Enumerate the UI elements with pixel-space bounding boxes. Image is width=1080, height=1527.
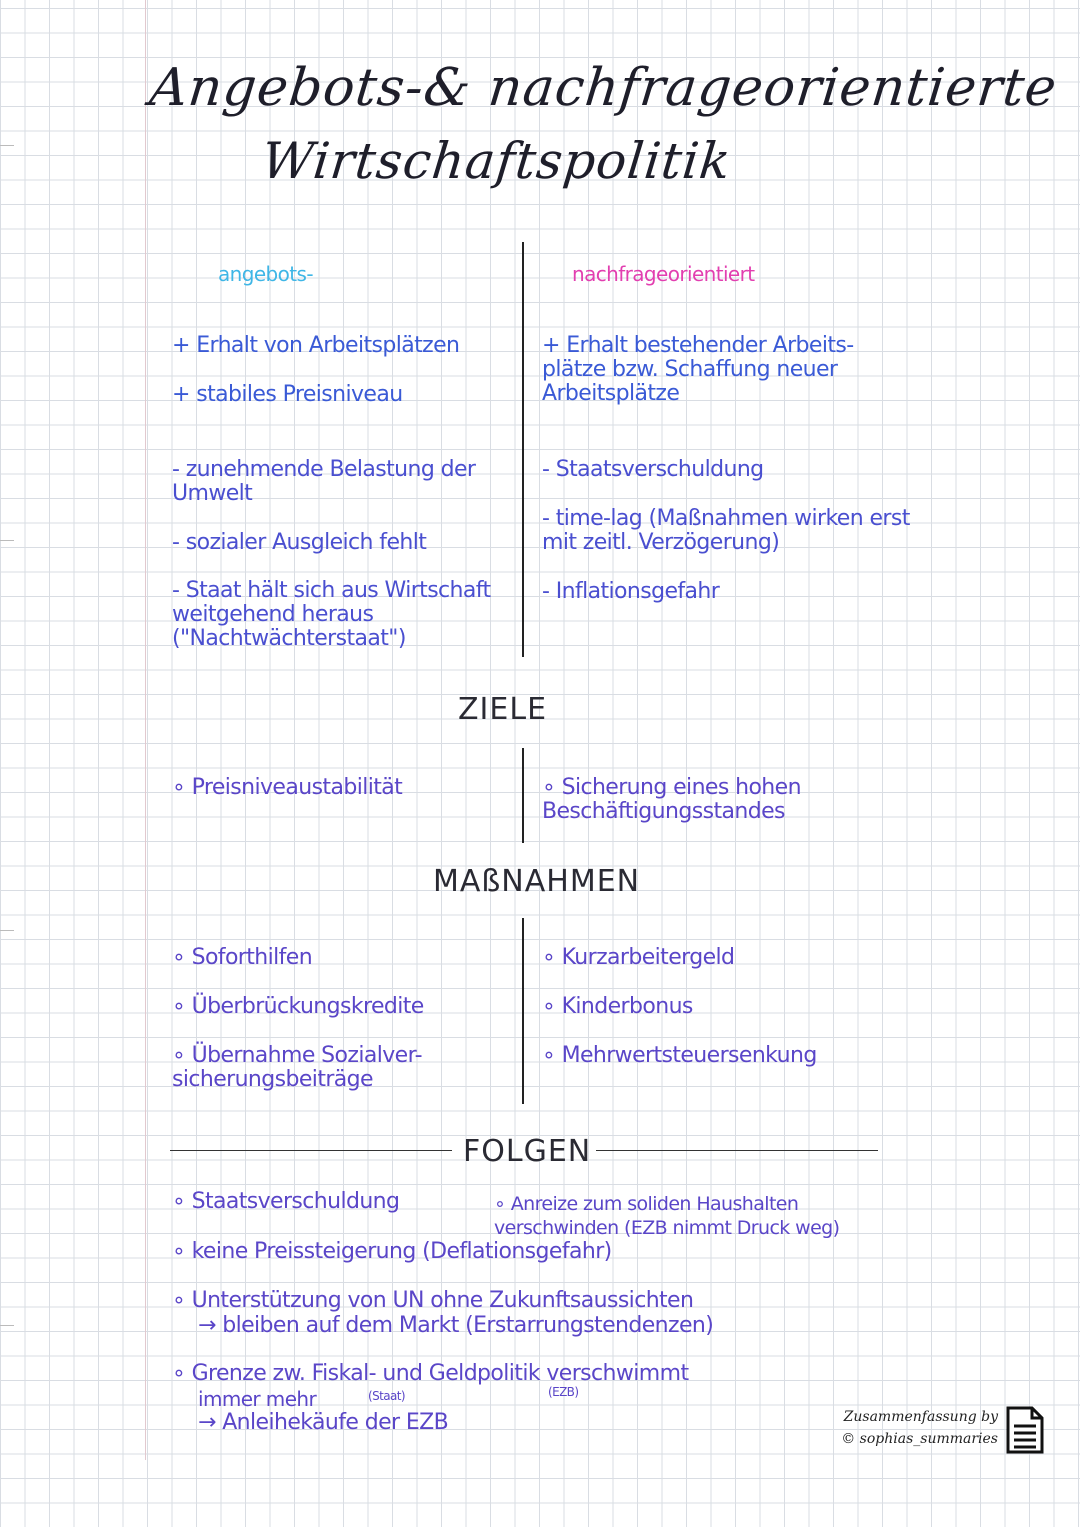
bullet-icon: ∘ [494,1193,511,1215]
folgen-rule-right [596,1150,878,1151]
punch-mark [0,930,14,931]
bullet-icon: ∘ [172,1189,192,1214]
column-header-right: nachfrageorientiert [572,262,755,286]
folgen-annotation: (EZB) [548,1385,579,1399]
document-icon [1005,1406,1045,1454]
bullet-icon: ∘ [542,945,562,970]
ziele-right: ∘ Sicherung eines hohen Beschäftigungsstandes [542,775,801,824]
right-point: - Inflationsgefahr [542,579,720,604]
left-point: + stabiles Preisniveau [172,382,403,407]
column-divider [522,242,524,657]
massnahme-left: ∘ Übernahme Sozialver-sicherungsbeiträge [172,1043,422,1092]
folgen-item-continuation: immer mehr [198,1387,317,1411]
credit-line2: © sophias_summaries [841,1431,998,1447]
bullet-icon: ∘ [172,994,192,1019]
folgen-item: ∘ keine Preissteigerung (Deflationsgefahr) [172,1239,612,1264]
punch-mark [0,145,14,146]
left-point: - zunehmende Belastung der Umwelt [172,457,476,506]
punch-mark [0,540,14,541]
folgen-annotation: (Staat) [368,1389,405,1403]
massnahme-right: ∘ Mehrwertsteuersenkung [542,1043,817,1068]
folgen-item: ∘ Unterstützung von UN ohne Zukunftsaussichten [172,1288,694,1313]
massnahme-left: ∘ Soforthilfen [172,945,313,970]
folgen-item: ∘ Grenze zw. Fiskal- und Geldpolitik verschwimmt [172,1361,689,1386]
column-divider [522,748,524,843]
page-title-line1: Angebots-& nachfrageorientierte [146,58,1060,118]
folgen-rule-left [170,1150,452,1151]
massnahme-left: ∘ Überbrückungskredite [172,994,424,1019]
right-point: - Staatsverschuldung [542,457,764,482]
left-point: - Staat hält sich aus Wirtschaft weitgehend heraus ("Nachtwächterstaat") [172,578,491,651]
section-heading-ziele: ZIELE [458,692,548,727]
bullet-icon: ∘ [172,1288,192,1313]
section-heading-folgen: FOLGEN [463,1134,592,1169]
section-heading-massnahmen: MAßNAHMEN [433,864,641,899]
page-title-line2: Wirtschaftspolitik [258,132,734,190]
right-point: + Erhalt bestehender Arbeits-plätze bzw. Schaffung neuer Arbeitsplätze [542,333,854,406]
bullet-icon: ∘ [542,775,562,800]
left-point: - sozialer Ausgleich fehlt [172,530,427,555]
massnahme-right: ∘ Kurzarbeitergeld [542,945,735,970]
folgen-item-continuation: → bleiben auf dem Markt (Erstarrungstendenzen) [198,1313,714,1338]
ziele-left: ∘ Preisniveaustabilität [172,775,403,800]
folgen-item-continuation: → Anleihekäufe der EZB [198,1410,449,1435]
folgen-item: ∘ Anreize zum soliden Haushalten verschwinden (EZB nimmt Druck weg) [494,1193,840,1239]
bullet-icon: ∘ [542,994,562,1019]
bullet-icon: ∘ [542,1043,562,1068]
bullet-icon: ∘ [172,945,192,970]
margin-line [145,0,146,1460]
bullet-icon: ∘ [172,775,192,800]
folgen-item: ∘ Staatsverschuldung [172,1189,400,1214]
left-point: + Erhalt von Arbeitsplätzen [172,333,460,358]
column-divider [522,918,524,1104]
right-point: - time-lag (Maßnahmen wirken erst mit zeitl. Verzögerung) [542,506,910,555]
bullet-icon: ∘ [172,1361,192,1386]
massnahme-right: ∘ Kinderbonus [542,994,693,1019]
credit-line1: Zusammenfassung by [843,1409,998,1425]
bullet-icon: ∘ [172,1239,192,1264]
column-header-left: angebots- [218,262,313,286]
credit [800,1406,998,1450]
punch-mark [0,1325,14,1326]
bullet-icon: ∘ [172,1043,192,1068]
